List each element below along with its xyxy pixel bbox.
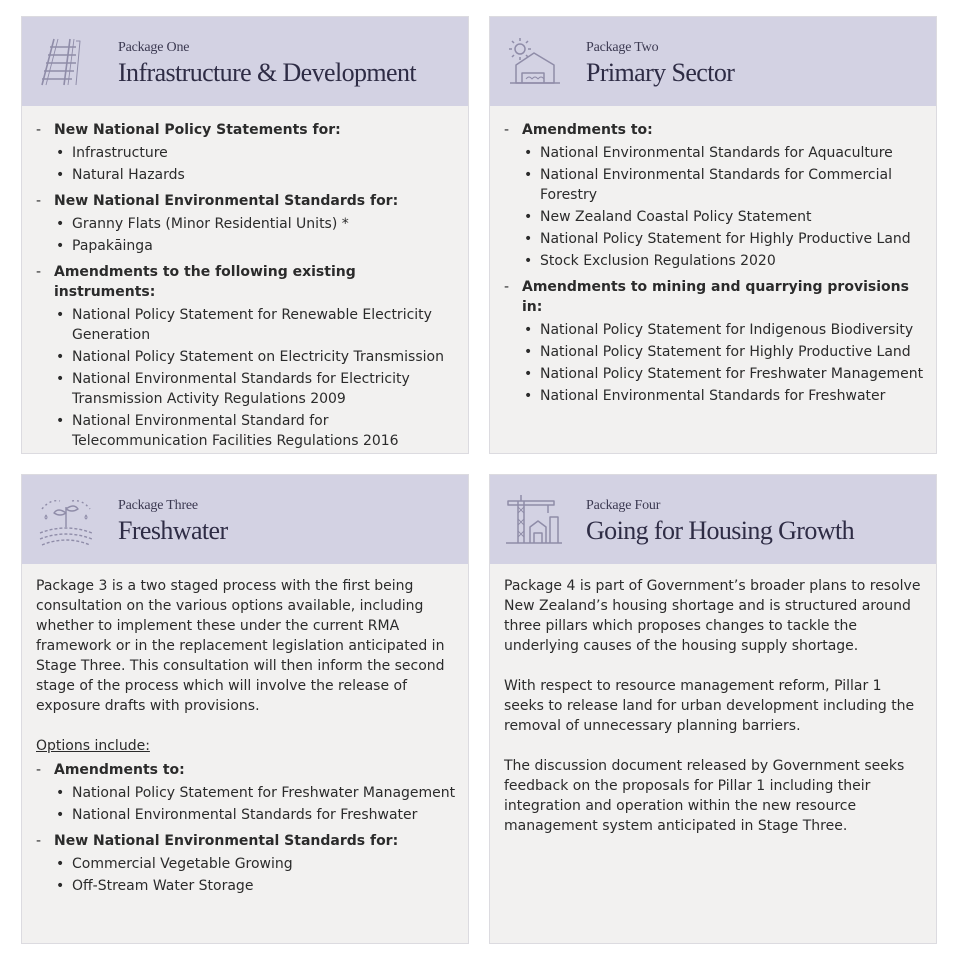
package-title: Freshwater [118,516,228,545]
list-item: • Commercial Vegetable Growing [54,854,456,874]
bullet-list [36,214,456,256]
bullet-list [504,320,924,406]
package-two-card [489,16,937,454]
list-item: • National Environmental Standards for Aquaculture [522,143,924,163]
section [36,262,456,451]
bullet-list [36,143,456,185]
list-item: • National Environmental Standards for Freshwater [522,386,924,406]
list-item: • Natural Hazards [54,165,456,185]
section-heading: - Amendments to mining and quarrying provisions in: [504,277,924,317]
list-item: • Papakāinga [54,236,456,256]
package-one-card [21,16,469,454]
intro-paragraph: Package 3 is a two staged process with the first being consultation on the various options available, including whether to implement these under the current RMA framework or in the replacement legislation anticipated in Stage Three. This consultation will then inform the second stage of the process which will involve the release of exposure drafts with provisions. [36,578,445,714]
barn-sun-icon [504,35,564,89]
package-three-header [22,475,468,564]
section [36,120,456,185]
package-three-body [22,564,468,896]
section [36,831,456,896]
list-item: • National Environmental Standards for Commercial Forestry [522,165,924,205]
section [504,120,924,271]
list-item: • New Zealand Coastal Policy Statement [522,207,924,227]
list-item: • National Policy Statement for Freshwater Management [54,783,456,803]
paragraph: With respect to resource management reform, Pillar 1 seeks to release land for urban development including the removal of unnecessary planning barriers. [504,678,915,734]
list-item: • National Policy Statement for Renewable Electricity Generation [54,305,456,345]
section [504,277,924,406]
bullet-list [504,143,924,271]
section-heading: - Amendments to: [36,760,456,780]
list-item: • Granny Flats (Minor Residential Units) * [54,214,456,234]
package-two-header [490,17,936,106]
package-four-header [490,475,936,564]
package-one-body [22,106,468,451]
package-kicker: Package Four [586,498,661,513]
package-title: Primary Sector [586,58,735,87]
list-item: • National Environmental Standards for Electricity Transmission Activity Regulations 2009 [54,369,456,409]
section [36,191,456,256]
bullet-list [36,854,456,896]
construction-crane-icon [504,493,564,547]
section [36,760,456,825]
irrigation-field-icon [36,493,96,547]
list-item: • National Environmental Standards for Freshwater [54,805,456,825]
package-three-card [21,474,469,944]
options-label: Options include: [36,738,150,754]
section-heading: - New National Environmental Standards for: [36,191,456,211]
section-heading: - New National Environmental Standards for: [36,831,456,851]
list-item: • Infrastructure [54,143,456,163]
package-kicker: Package One [118,40,190,55]
list-item: • National Environmental Standard for Telecommunication Facilities Regulations 2016 [54,411,456,451]
paragraph: The discussion document released by Government seeks feedback on the proposals for Pillar 1 including their integration and operation within the new resource management system anticipated in Stage Three. [504,758,905,834]
bullet-list [36,783,456,825]
package-kicker: Package Two [586,40,659,55]
section-heading: - New National Policy Statements for: [36,120,456,140]
section-heading: - Amendments to: [504,120,924,140]
list-item: • National Policy Statement on Electricity Transmission [54,347,456,367]
list-item: • National Policy Statement for Highly Productive Land [522,342,924,362]
section-heading: - Amendments to the following existing instruments: [36,262,456,302]
list-item: • Stock Exclusion Regulations 2020 [522,251,924,271]
package-kicker: Package Three [118,498,198,513]
package-title: Infrastructure & Development [118,58,416,87]
package-four-card [489,474,937,944]
paragraph: Package 4 is part of Government’s broader plans to resolve New Zealand’s housing shortage and is structured around three pillars which proposes changes to tackle the underlying causes of the housing supply shortage. [504,578,921,654]
package-two-body [490,106,936,406]
list-item: • National Policy Statement for Freshwater Management [522,364,924,384]
package-one-header [22,17,468,106]
bullet-list [36,305,456,451]
package-title: Going for Housing Growth [586,516,854,545]
list-item: • Off-Stream Water Storage [54,876,456,896]
list-item: • National Policy Statement for Indigenous Biodiversity [522,320,924,340]
list-item: • National Policy Statement for Highly Productive Land [522,229,924,249]
railway-track-icon [36,35,96,89]
package-four-body [490,564,936,836]
